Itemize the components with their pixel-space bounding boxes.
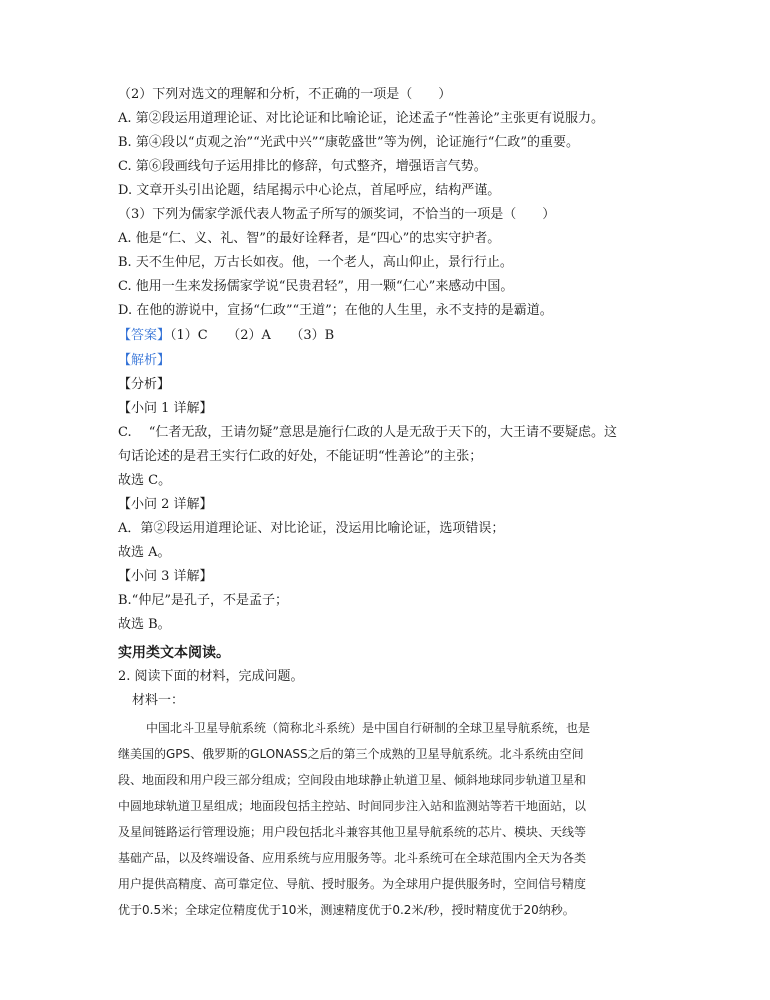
question-2-intro: 2. 阅读下面的材料，完成问题。 xyxy=(118,669,304,684)
subq1-heading: 【小问 1 详解】 xyxy=(118,401,213,416)
answer-tag: 【答案】 xyxy=(118,328,171,343)
q3-option-d: D. 在他的游说中，宣扬“仁政”“王道”；在他的人生里，永不支持的是霸道。 xyxy=(118,303,553,318)
material-line-2: 继美国的GPS、俄罗斯的GLONASS之后的第三个成熟的卫星导航系统。北斗系统由空间 xyxy=(118,747,584,761)
material-line-8: 优于0.5米；全球定位精度优于10米，测速精度优于0.2米/秒，授时精度优于20纳秒。 xyxy=(118,903,575,917)
answer-text: （1）C （2）A （3）B xyxy=(170,328,335,343)
material-line-6: 基础产品，以及终端设备、应用系统与应用服务等。北斗系统可在全球范围内全天为各类 xyxy=(118,851,587,865)
subq3-heading: 【小问 3 详解】 xyxy=(118,569,213,584)
material-label: 材料一： xyxy=(132,693,185,708)
material-line-3: 段、地面段和用户段三部分组成；空间段由地球静止轨道卫星、倾斜地球同步轨道卫星和 xyxy=(118,773,587,787)
subq3-conclusion: 故选 B。 xyxy=(118,617,171,632)
subq2-line1: A．第②段运用道理论证、对比论证，没运用比喻论证，选项错误； xyxy=(118,521,505,536)
analysis-tag: 【解析】 xyxy=(118,353,171,368)
answer-line xyxy=(118,327,658,345)
q2-option-c: C. 第⑥段画线句子运用排比的修辞，句式整齐，增强语言气势。 xyxy=(118,159,487,174)
q2-stem: （2）下列对选文的理解和分析，不正确的一项是（ ） xyxy=(118,87,452,102)
subq1-line2: 句话论述的是君王实行仁政的好处，不能证明“性善论”的主张； xyxy=(118,449,483,464)
q2-option-a: A. 第②段运用道理论证、对比论证和比喻论证，论述孟子“性善论”主张更有说服力。 xyxy=(118,111,604,126)
subq2-heading: 【小问 2 详解】 xyxy=(118,497,213,512)
q3-option-b: B. 天不生仲尼，万古长如夜。他，一个老人，高山仰止，景行行止。 xyxy=(118,255,513,270)
q3-option-c: C. 他用一生来发扬儒家学说“民贵君轻”，用一颗“仁心”来感动中国。 xyxy=(118,279,514,294)
q2-option-d: D. 文章开头引出论题，结尾揭示中心论点，首尾呼应，结构严谨。 xyxy=(118,183,501,198)
subq3-line1: B.“仲尼”是孔子，不是孟子； xyxy=(118,593,288,608)
material-line-7: 用户提供高精度、高可靠定位、导航、授时服务。为全球用户提供服务时，空间信号精度 xyxy=(118,877,587,891)
material-line-5: 及星间链路运行管理设施；用户段包括北斗兼容其他卫星导航系统的芯片、模块、天线等 xyxy=(118,825,587,839)
analysis-heading: 【分析】 xyxy=(118,377,171,392)
subq1-conclusion: 故选 C。 xyxy=(118,473,172,488)
q3-option-a: A. 他是“仁、义、礼、智”的最好诠释者，是“四心”的忠实守护者。 xyxy=(118,231,501,246)
material-line-1: 中国北斗卫星导航系统（简称北斗系统）是中国自行研制的全球卫星导航系统，也是 xyxy=(146,721,591,735)
section-title: 实用类文本阅读。 xyxy=(118,645,230,661)
subq1-line1: C. “仁者无敌，王请勿疑”意思是施行仁政的人是无敌于天下的，大王请不要疑虑。这 xyxy=(118,425,618,440)
material-line-4: 中圆地球轨道卫星组成；地面段包括主控站、时间同步注入站和监测站等若干地面站，以 xyxy=(118,799,587,813)
q3-stem: （3）下列为儒家学派代表人物孟子所写的颁奖词，不恰当的一项是（ ） xyxy=(118,207,556,222)
subq2-conclusion: 故选 A。 xyxy=(118,545,171,560)
q2-option-b: B. 第④段以“贞观之治”“光武中兴”“康乾盛世”等为例，论证施行“仁政”的重要。 xyxy=(118,135,579,150)
